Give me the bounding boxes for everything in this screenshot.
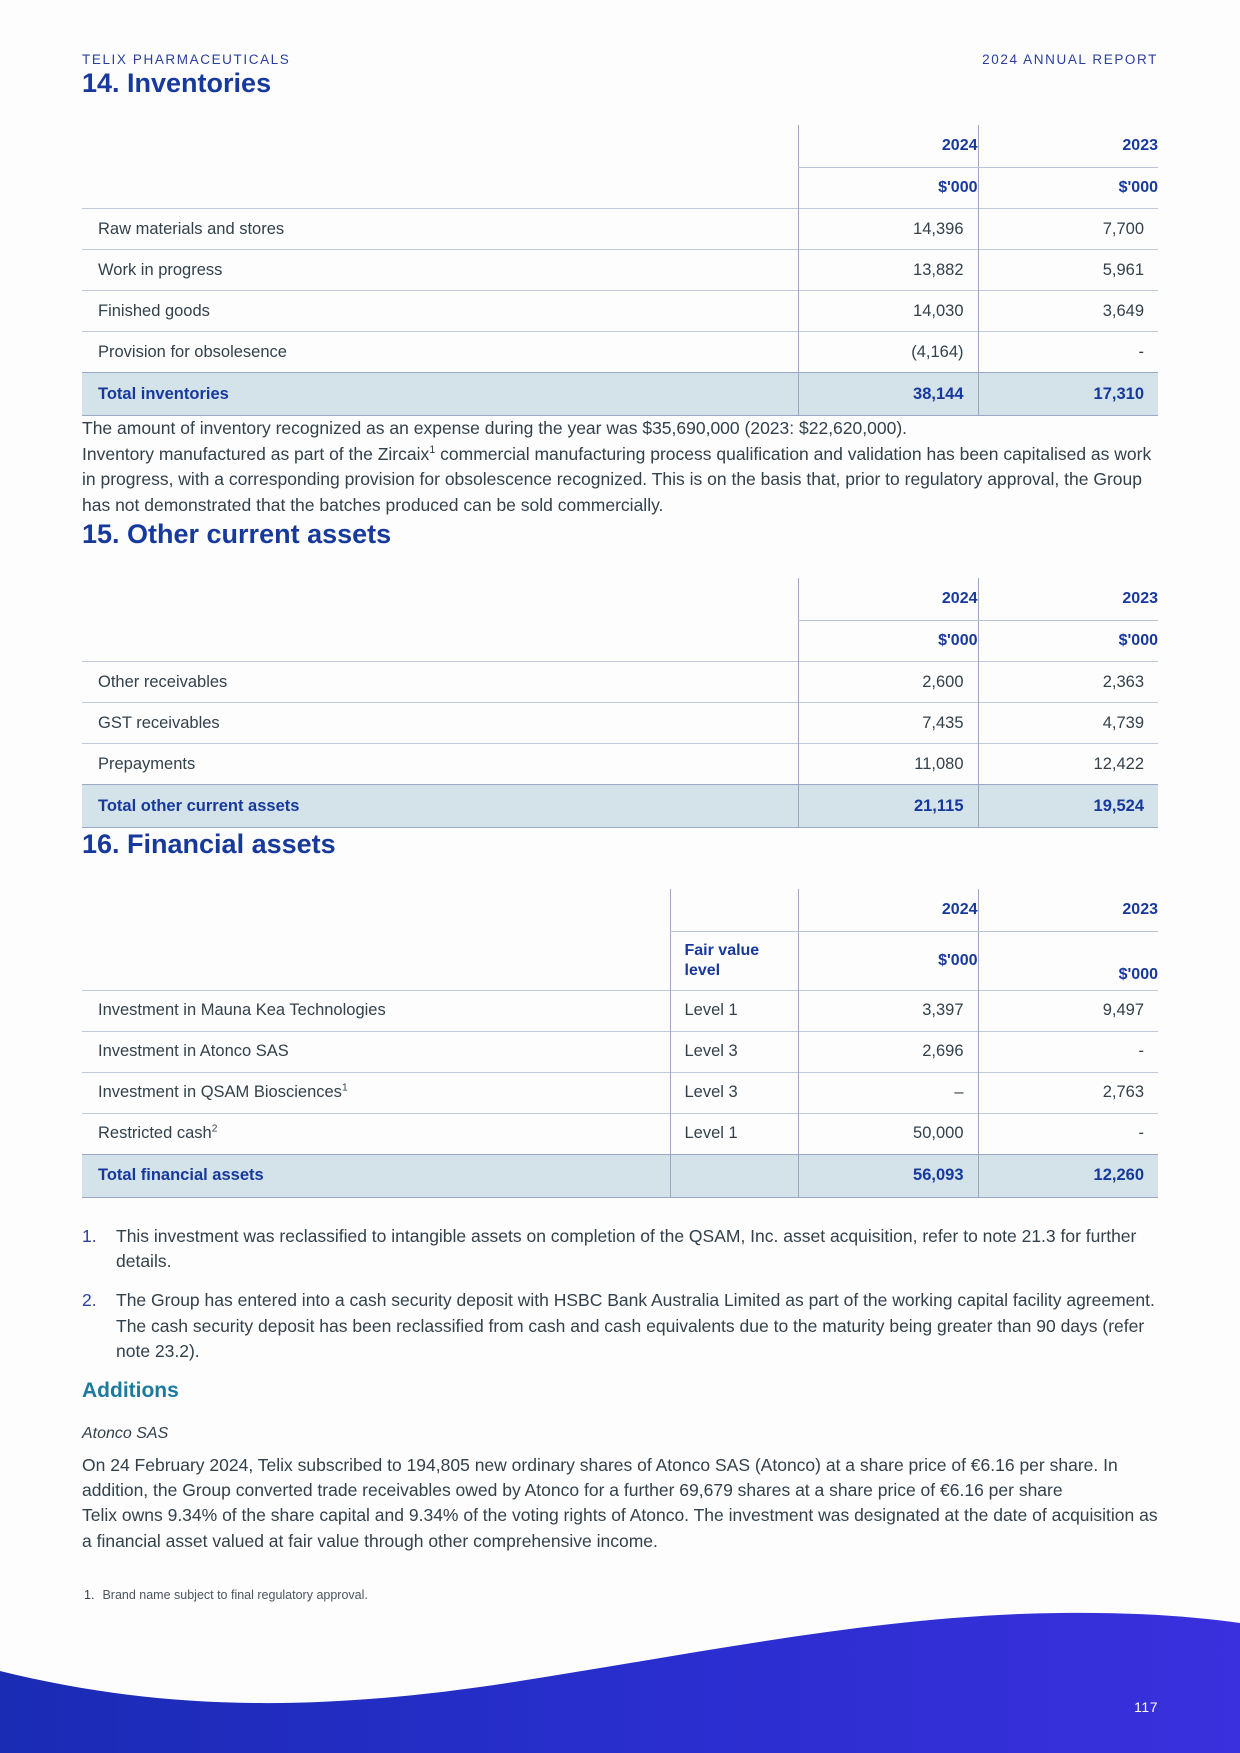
row-label: Other receivables [82, 662, 798, 703]
header-year-2024: 2024 [798, 578, 978, 621]
header-unit-2023: $'000 [978, 168, 1158, 209]
total-value-2023: 17,310 [978, 373, 1158, 416]
table-header-row-unit [82, 168, 1158, 209]
zircaix-text-pre: Inventory manufactured as part of the Zircaix [82, 443, 430, 464]
row-fair-value-level: Level 1 [670, 1113, 798, 1154]
row-value-2024: 7,435 [798, 703, 978, 744]
page-footnote-text: Brand name subject to final regulatory approval. [102, 1588, 368, 1603]
note-text: This investment was reclassified to intangible assets on completion of the QSAM, Inc. asset acquisition, refer to note 21.3 for further details. [116, 1225, 1137, 1272]
row-value-2023: 2,763 [978, 1072, 1158, 1113]
table-row [82, 703, 1158, 744]
total-value-2023: 12,260 [978, 1154, 1158, 1197]
note-text: The Group has entered into a cash security deposit with HSBC Bank Australia Limited as part of the working capital facility agreement. The cash security deposit has been reclassified from cash and cash equivalents due to the maturity being greater than 90 days (refer note 23.2). [116, 1290, 1155, 1362]
header-unit-2023: $'000 [978, 621, 1158, 662]
inventories-table-head [82, 125, 1158, 209]
row-value-2023: 12,422 [978, 744, 1158, 785]
section-title-inventories: 14. Inventories [82, 68, 272, 98]
row-value-2023: 7,700 [978, 209, 1158, 250]
table-header-row-year [82, 889, 1158, 932]
running-header-company: TELIX PHARMACEUTICALS [82, 52, 291, 67]
header-year-2024: 2024 [798, 889, 978, 932]
total-value-2023: 19,524 [978, 785, 1158, 828]
header-unit-2023: $'000 [978, 931, 1158, 990]
total-value-2024: 56,093 [798, 1154, 978, 1197]
inventories-zircaix-paragraph [82, 442, 1158, 518]
row-label-text: Investment in Mauna Kea Technologies [98, 1001, 386, 1020]
row-value-2024: 2,696 [798, 1031, 978, 1072]
row-value-2024: 14,030 [798, 291, 978, 332]
table-row [82, 1072, 1158, 1113]
table-total-row [82, 1154, 1158, 1197]
header-year-2024: 2024 [798, 125, 978, 168]
row-value-2023: - [978, 1113, 1158, 1154]
row-value-2024: – [798, 1072, 978, 1113]
header-year-2023: 2023 [978, 125, 1158, 168]
table-row [82, 209, 1158, 250]
row-label: Provision for obsolesence [82, 332, 798, 373]
row-value-2023: 4,739 [978, 703, 1158, 744]
section-title-financial-assets: 16. Financial assets [82, 829, 336, 860]
table-row [82, 1113, 1158, 1154]
row-value-2023: - [978, 1031, 1158, 1072]
note-marker: 1. [82, 1225, 97, 1246]
table-header-row-year [82, 125, 1158, 168]
total-label: Total financial assets [82, 1154, 670, 1197]
table-row [82, 990, 1158, 1031]
running-header [82, 0, 1158, 67]
row-value-2024: 14,396 [798, 209, 978, 250]
header-blank-level [670, 889, 798, 932]
table-row [82, 332, 1158, 373]
inventories-expense-paragraph: The amount of inventory recognized as an expense during the year was $35,690,000 (2023: $22,620,000). [82, 418, 908, 439]
table-header-row-year [82, 578, 1158, 621]
section-title-other-current-assets: 15. Other current assets [82, 518, 392, 549]
row-value-2024: 11,080 [798, 744, 978, 785]
footer-wave-graphic [0, 1583, 1240, 1753]
total-label: Total other current assets [82, 785, 798, 828]
telix-ownership-paragraph: Telix owns 9.34% of the share capital and 9.34% of the voting rights of Atonco. The investment was designated at the date of acquisition as a financial asset valued at fair value through other comprehensive income. [82, 1505, 1158, 1551]
header-unit-2024: $'000 [798, 621, 978, 662]
fa-table-head [82, 889, 1158, 991]
row-fair-value-level: Level 3 [670, 1072, 798, 1113]
oca-table-body [82, 662, 1158, 828]
header-blank-unit [82, 168, 798, 209]
atonco-paragraph: On 24 February 2024, Telix subscribed to 194,805 new ordinary shares of Atonco SAS (Atonco) at a share price of €6.16 per share. In addition, the Group converted trade receivables owed by Atonco for a further 69,679 shares at a share price of €6.16 per share [82, 1454, 1118, 1500]
row-label-text: Investment in QSAM Biosciences [98, 1083, 342, 1102]
row-label [82, 1072, 670, 1113]
other-current-assets-table [82, 578, 1158, 828]
page-content [82, 0, 1158, 1602]
header-year-2023: 2023 [978, 578, 1158, 621]
header-unit-2024: $'000 [798, 931, 978, 990]
row-value-2024: (4,164) [798, 332, 978, 373]
table-row [82, 744, 1158, 785]
note-item [82, 1288, 1158, 1364]
row-label-footnote-marker: 1 [341, 1082, 348, 1094]
row-value-2023: 9,497 [978, 990, 1158, 1031]
row-value-2024: 2,600 [798, 662, 978, 703]
table-total-row [82, 785, 1158, 828]
row-value-2024: 3,397 [798, 990, 978, 1031]
row-value-2023: 3,649 [978, 291, 1158, 332]
table-header-row-unit [82, 621, 1158, 662]
row-label-text: Restricted cash [98, 1124, 212, 1143]
table-total-row [82, 373, 1158, 416]
row-label [82, 990, 670, 1031]
row-label-footnote-marker: 2 [211, 1123, 218, 1135]
additions-heading: Additions [82, 1378, 179, 1402]
row-value-2024: 13,882 [798, 250, 978, 291]
row-value-2024: 50,000 [798, 1113, 978, 1154]
zircaix-footnote-marker: 1 [429, 443, 436, 456]
page-number: 117 [1134, 1699, 1158, 1715]
header-blank [82, 889, 670, 932]
row-label [82, 1113, 670, 1154]
table-row [82, 1031, 1158, 1072]
financial-assets-notes [82, 1224, 1158, 1365]
fa-table-body [82, 990, 1158, 1197]
note-item [82, 1224, 1158, 1275]
header-year-2023: 2023 [978, 889, 1158, 932]
row-label: Work in progress [82, 250, 798, 291]
table-row [82, 250, 1158, 291]
row-value-2023: 2,363 [978, 662, 1158, 703]
table-row [82, 291, 1158, 332]
total-label: Total inventories [82, 373, 798, 416]
table-row [82, 662, 1158, 703]
row-fair-value-level: Level 3 [670, 1031, 798, 1072]
page-footnote-marker: 1. [84, 1588, 95, 1603]
oca-table-head [82, 578, 1158, 662]
row-label: GST receivables [82, 703, 798, 744]
row-value-2023: - [978, 332, 1158, 373]
row-label-text: Investment in Atonco SAS [98, 1042, 289, 1061]
row-label: Raw materials and stores [82, 209, 798, 250]
header-unit-2024: $'000 [798, 168, 978, 209]
total-level-blank [670, 1154, 798, 1197]
note-marker: 2. [82, 1290, 97, 1311]
inventories-table [82, 125, 1158, 416]
header-blank [82, 125, 798, 168]
header-fair-value-level: Fair value level [670, 931, 798, 990]
row-fair-value-level: Level 1 [670, 990, 798, 1031]
zircaix-text-post: commercial manufacturing process qualification and validation has been capitalised as work in progress, with a corresponding provision for obsolescence recognized. This is on the basis that, prior to regulatory approval, the Group has not demonstrated that the batches produced can be sold commercially. [82, 443, 1152, 515]
financial-assets-table [82, 889, 1158, 1198]
total-value-2024: 38,144 [798, 373, 978, 416]
header-blank-unit [82, 931, 670, 990]
table-header-row-unit [82, 931, 1158, 990]
row-label: Prepayments [82, 744, 798, 785]
row-label [82, 1031, 670, 1072]
header-blank-unit [82, 621, 798, 662]
row-value-2023: 5,961 [978, 250, 1158, 291]
header-blank [82, 578, 798, 621]
running-header-report: 2024 ANNUAL REPORT [982, 52, 1158, 67]
row-label: Finished goods [82, 291, 798, 332]
total-value-2024: 21,115 [798, 785, 978, 828]
inventories-table-body [82, 209, 1158, 416]
atonco-label: Atonco SAS [82, 1424, 169, 1442]
